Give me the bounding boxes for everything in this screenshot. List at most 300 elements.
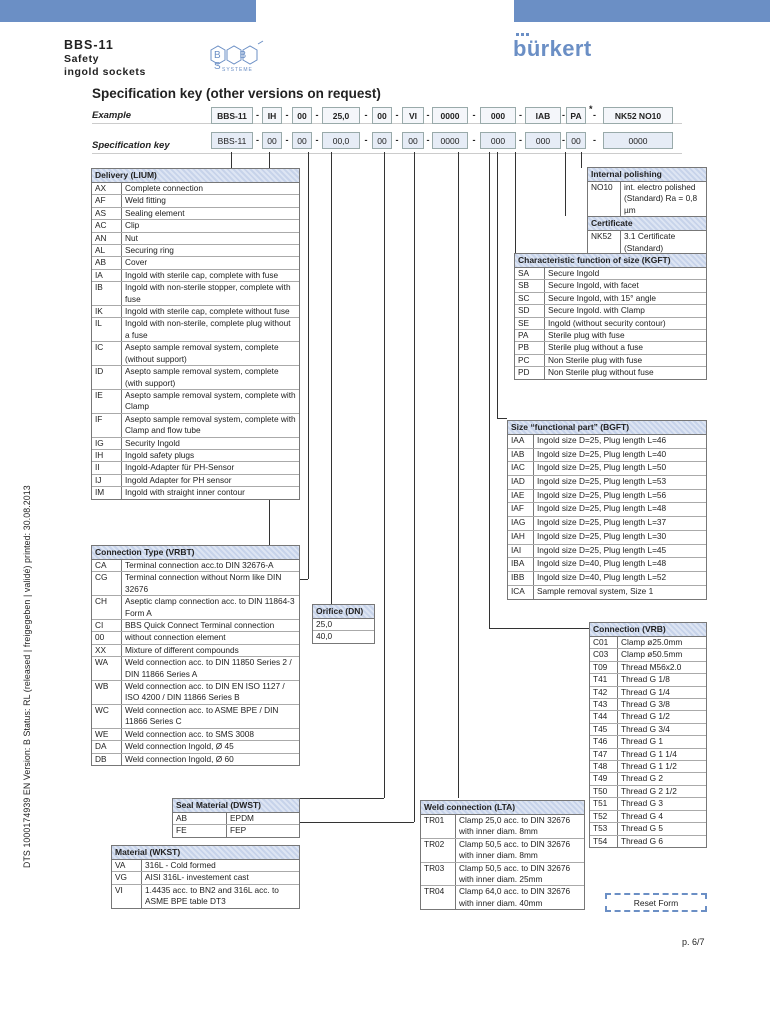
table-row (588, 231, 706, 254)
speckey-segment[interactable]: 00 (372, 132, 392, 149)
speckey-segment[interactable]: 00,0 (322, 132, 360, 149)
row-description: Weld connection acc. to SMS 3008 (125, 728, 254, 739)
table-row (508, 531, 706, 545)
row-code: AB (173, 813, 227, 824)
table-row (92, 220, 299, 232)
row-code: IL (92, 318, 122, 341)
row-code: T47 (590, 749, 618, 760)
row-code: WC (92, 705, 122, 728)
row-code: IAH (508, 531, 534, 544)
row-description: Thread G 3 (621, 798, 663, 809)
product-title: BBS-11 (64, 38, 114, 52)
table-row (92, 645, 299, 657)
row-code: IAE (508, 490, 534, 503)
row-code: T52 (590, 811, 618, 822)
row-code: PB (515, 342, 545, 353)
row-code: AL (92, 245, 122, 256)
row-description: Asepto sample removal system, complete (without support) (125, 342, 279, 364)
row-code: WA (92, 657, 122, 680)
row-description: Ingold size D=25, Plug length L=30 (537, 530, 667, 541)
row-description: Clamp 64,0 acc. to DIN 32676 with inner diam. 40mm (459, 886, 571, 908)
row-description: Sample removal system, Size 1 (537, 585, 654, 596)
speckey-segment[interactable]: 00 (292, 132, 312, 149)
row-description: Ingold size D=40, Plug length L=48 (537, 558, 667, 569)
row-code: VA (112, 860, 142, 871)
row-code: C03 (590, 649, 618, 660)
row-description: Ingold with sterile cap, complete without fuse (125, 306, 290, 317)
table-row (508, 545, 706, 559)
connector-line (300, 798, 384, 799)
row-description: Clamp ø25.0mm (621, 637, 683, 647)
row-description: Asepto sample removal system, complete with Clamp and flow tube (125, 413, 296, 436)
row-description: Ingold size D=25, Plug length L=56 (537, 489, 667, 500)
table-row (590, 637, 706, 649)
table-row (92, 681, 299, 705)
row-code: VG (112, 872, 142, 883)
row-code: IM (92, 487, 122, 498)
row-code: T46 (590, 736, 618, 747)
row-code: IG (92, 438, 122, 449)
bbs-systeme-logo (205, 38, 267, 78)
row-description: Weld connection acc. to DIN EN ISO 1127 / ISO 4200 / DIN 11866 Series B (125, 681, 285, 703)
table-row (92, 342, 299, 366)
table-row (508, 476, 706, 490)
table-row (590, 724, 706, 736)
table-row (92, 257, 299, 269)
page-heading: Specification key (other versions on request) (92, 86, 381, 101)
row-description: Thread G 3/4 (621, 723, 670, 734)
connector-line (581, 152, 582, 168)
table-row (508, 462, 706, 476)
connection-vrb-title: Connection (VRB) (590, 623, 706, 637)
row-code: T42 (590, 687, 618, 698)
row-description: Complete connection (125, 183, 203, 193)
table-row (515, 293, 706, 305)
key-separator: - (315, 110, 319, 120)
table-row (590, 736, 706, 748)
row-code: DA (92, 741, 122, 752)
table-row (421, 839, 584, 863)
example-segment: IH (262, 107, 282, 124)
row-code: AX (92, 183, 122, 194)
table-row (92, 560, 299, 572)
speckey-segment[interactable]: 000 (525, 132, 561, 149)
key-separator: - (315, 135, 319, 145)
row-description: Clamp 50,5 acc. to DIN 32676 with inner diam. 8mm (459, 838, 571, 861)
row-code: AC (92, 220, 122, 231)
row-code: SC (515, 293, 545, 304)
table-row (92, 741, 299, 753)
table-row (515, 305, 706, 317)
product-subtitle: Safety (64, 53, 100, 65)
row-code: CH (92, 596, 122, 619)
table-row (588, 182, 706, 216)
key-separator: - (593, 135, 596, 145)
key-separator: - (364, 110, 368, 120)
burkert-logo: bürkert (513, 36, 592, 61)
row-description: EPDM (230, 813, 254, 823)
table-row (92, 282, 299, 306)
row-description: Sterile plug without a fuse (548, 342, 644, 353)
row-code: AN (92, 233, 122, 244)
row-code: T45 (590, 724, 618, 735)
row-description: Ingold safety plugs (125, 449, 195, 460)
row-code: C01 (590, 637, 618, 648)
row-description: Weld connection acc. to ASME BPE / DIN 11866 Series C (125, 704, 279, 727)
key-separator: - (519, 135, 522, 145)
product-subtitle-2: ingold sockets (64, 66, 146, 78)
row-description: Ingold-Adapter für PH-Sensor (125, 462, 235, 473)
table-row (508, 435, 706, 449)
row-description: Thread G 1/4 (621, 686, 670, 697)
row-code: ICA (508, 586, 534, 600)
row-description: Ingold size D=25, Plug length L=46 (537, 435, 667, 445)
row-code: NO10 (588, 182, 621, 216)
row-description: Ingold with non-sterile, complete plug without a fuse (125, 318, 291, 340)
row-code: AB (92, 257, 122, 268)
table-row (92, 233, 299, 245)
key-separator: - (256, 110, 259, 120)
orifice-title: Orifice (DN) (313, 605, 374, 619)
row-code: FE (173, 825, 227, 836)
row-code: AF (92, 195, 122, 206)
table-row (508, 558, 706, 572)
row-description: Clamp ø50.5mm (621, 649, 683, 660)
table-row (92, 462, 299, 474)
table-row (92, 438, 299, 450)
table-row (508, 517, 706, 531)
table-row (92, 632, 299, 644)
row-code: IC (92, 342, 122, 365)
row-description: Secure Ingold (548, 268, 600, 278)
row-description: Sealing element (125, 207, 185, 218)
header-band-left (0, 0, 256, 22)
kgft-table (514, 253, 707, 380)
table-row (421, 863, 584, 887)
example-segment: IAB (525, 107, 561, 124)
row-description: Thread G 6 (621, 835, 663, 846)
row-description: Weld connection acc. to DIN 11850 Series 2 / DIN 11866 Series A (125, 657, 292, 679)
table-row (590, 811, 706, 823)
connector-line (299, 579, 308, 580)
table-row (515, 330, 706, 342)
connector-line (458, 152, 459, 798)
table-row (92, 487, 299, 498)
row-description: Ingold size D=25, Plug length L=40 (537, 448, 667, 459)
row-description: Thread G 5 (621, 823, 663, 834)
row-description: Ingold size D=25, Plug length L=53 (537, 476, 667, 487)
table-row (515, 318, 706, 330)
material-table (111, 845, 300, 909)
row-description: Securing ring (125, 245, 174, 256)
example-star: * (589, 104, 593, 114)
row-description: Ingold size D=40, Plug length L=52 (537, 571, 667, 582)
table-row (92, 450, 299, 462)
table-row (92, 475, 299, 487)
table-row (92, 306, 299, 318)
row-description: Ingold size D=25, Plug length L=45 (537, 544, 667, 555)
connector-line (565, 152, 566, 216)
table-row (92, 657, 299, 681)
row-description: Terminal connection without Norm like DIN 32676 (125, 572, 282, 594)
row-description: Ingold with straight inner contour (125, 487, 245, 498)
table-row (92, 208, 299, 220)
row-code: IAB (508, 449, 534, 462)
bgft-table (507, 420, 707, 600)
table-row (590, 823, 706, 835)
table-row (508, 490, 706, 504)
row-code: IAD (508, 476, 534, 489)
row-code: ID (92, 366, 122, 389)
row-code: CG (92, 572, 122, 595)
row-description: Ingold size D=25, Plug length L=50 (537, 462, 667, 473)
delivery-title: Delivery (LIUM) (92, 169, 299, 183)
row-code: T50 (590, 786, 618, 797)
row-description: Thread G 1 1/2 (621, 761, 677, 772)
table-row (92, 245, 299, 257)
row-code: T44 (590, 711, 618, 722)
row-description: Asepto sample removal system, complete with Clamp (125, 389, 296, 412)
key-separator: - (285, 135, 289, 145)
row-code: T41 (590, 674, 618, 685)
row-description: Asepto sample removal system, complete (with support) (125, 366, 279, 388)
row-code: CA (92, 560, 122, 571)
row-description: Ingold size D=25, Plug length L=48 (537, 503, 667, 514)
speckey-segment[interactable]: 0000 (603, 132, 673, 149)
table-row (92, 596, 299, 620)
row-description: Thread G 1 1/4 (621, 748, 677, 759)
row-description: int. electro polished (Standard) Ra = 0,8 µm (624, 182, 698, 215)
row-description: Security Ingold (125, 437, 180, 448)
table-row (590, 761, 706, 773)
table-row (590, 749, 706, 761)
speckey-segment[interactable]: 000 (480, 132, 516, 149)
row-description: Nut (125, 232, 138, 243)
connector-line (300, 822, 414, 823)
row-code: 00 (92, 632, 122, 643)
key-separator: - (472, 135, 476, 145)
table-row (92, 414, 299, 438)
table-row (590, 798, 706, 810)
row-code: SA (515, 268, 545, 279)
row-description: Weld connection Ingold, Ø 45 (125, 741, 234, 752)
key-separator: - (256, 135, 259, 145)
row-description: Ingold (without security contour) (548, 317, 666, 328)
row-code: DB (92, 754, 122, 765)
speckey-segment[interactable]: BBS-11 (211, 132, 253, 149)
row-description: Weld connection Ingold, Ø 60 (125, 753, 234, 764)
row-code: PD (515, 367, 545, 378)
row-description: Ingold Adapter for PH sensor (125, 474, 232, 485)
row-code: IE (92, 390, 122, 413)
row-description: Secure Ingold, with facet (548, 280, 639, 291)
row-description: AISI 316L- investement cast (145, 872, 249, 883)
table-row (515, 342, 706, 354)
example-segment: PA (566, 107, 586, 124)
row-description: Clip (125, 220, 140, 231)
table-row (92, 572, 299, 596)
row-description: BBS Quick Connect Terminal connection (125, 620, 275, 631)
row-description: Ingold size D=25, Plug length L=37 (537, 517, 667, 528)
row-description: Thread G 1/2 (621, 711, 670, 722)
row-code: SD (515, 305, 545, 316)
weld-connection-title: Weld connection (LTA) (421, 801, 584, 815)
connector-line (497, 152, 498, 418)
row-description: Thread G 1/8 (621, 674, 670, 685)
table-row (508, 449, 706, 463)
table-row (590, 836, 706, 847)
row-code: VI (112, 885, 142, 908)
seal-material-title: Seal Material (DWST) (173, 799, 299, 813)
orifice-table (312, 604, 375, 644)
table-row (92, 390, 299, 414)
row-code: T49 (590, 773, 618, 784)
table-row (92, 366, 299, 390)
example-segment: 25,0 (322, 107, 360, 124)
table-row (515, 280, 706, 292)
example-segment: 0000 (432, 107, 468, 124)
row-description: Thread G 2 (621, 773, 663, 784)
row-code: T53 (590, 823, 618, 834)
seal-material-table (172, 798, 300, 838)
row-description: Ingold with non-sterile stopper, complete with fuse (125, 282, 291, 304)
page-number: p. 6/7 (682, 937, 705, 947)
row-code: TR04 (421, 886, 456, 909)
weld-connection-table (420, 800, 585, 910)
table-row (173, 825, 299, 836)
row-code: IK (92, 306, 122, 317)
row-description: Thread G 1 (621, 736, 663, 747)
row-code: IAC (508, 462, 534, 475)
row-description: Terminal connection acc.to DIN 32676-A (125, 560, 274, 570)
row-code: AS (92, 208, 122, 219)
table-row (590, 711, 706, 723)
row-description: Cover (125, 257, 148, 268)
table-row (92, 183, 299, 195)
speckey-segment[interactable]: 00 (402, 132, 424, 149)
row-description: Clamp 25,0 acc. to DIN 32676 with inner diam. 8mm (459, 815, 571, 837)
internal-polishing-table (587, 167, 707, 255)
row-description: Sterile plug with fuse (548, 330, 625, 341)
row-code: NK52 (588, 231, 621, 254)
row-code: T43 (590, 699, 618, 710)
table-row (590, 674, 706, 686)
connector-line (489, 628, 590, 629)
row-code: T48 (590, 761, 618, 772)
table-row (508, 586, 706, 600)
row-description: Mixture of different compounds (125, 644, 239, 655)
row-code: PA (515, 330, 545, 341)
row-code: IJ (92, 475, 122, 486)
row-description: FEP (230, 825, 247, 836)
internal-polishing-title: Internal polishing (588, 168, 706, 182)
row-description: Thread M56x2.0 (621, 661, 682, 672)
row-code: II (92, 462, 122, 473)
row-code: WE (92, 729, 122, 740)
row-description: Thread G 3/8 (621, 699, 670, 710)
key-separator: - (562, 135, 565, 145)
table-row (92, 195, 299, 207)
table-row (112, 885, 299, 908)
example-label: Example (92, 110, 132, 121)
table-row (92, 729, 299, 741)
row-code: IBA (508, 558, 534, 571)
table-row (92, 318, 299, 342)
speckey-segment[interactable]: 0000 (432, 132, 468, 149)
table-row (515, 367, 706, 378)
row-code: PC (515, 355, 545, 366)
table-row (590, 773, 706, 785)
row-description: 316L - Cold formed (145, 860, 216, 870)
speckey-label: Specification key (92, 140, 170, 151)
bbs-logo-letters: B B S (214, 50, 255, 72)
key-separator: - (395, 110, 399, 120)
row-description: without connection element (125, 632, 226, 643)
table-row (112, 872, 299, 884)
example-segment: BBS-11 (211, 107, 253, 124)
reset-form-button[interactable]: Reset Form (605, 893, 707, 912)
table-row (112, 860, 299, 872)
connection-type-title: Connection Type (VRBT) (92, 546, 299, 560)
connector-line (331, 152, 332, 604)
connector-line (308, 152, 309, 579)
example-segment: NK52 NO10 (603, 107, 673, 124)
row-code: XX (92, 645, 122, 656)
row-code: IH (92, 450, 122, 461)
example-segment: 00 (292, 107, 312, 124)
key-separator: - (562, 110, 565, 120)
table-row (515, 268, 706, 280)
row-description: Secure Ingold, with 15° angle (548, 292, 657, 303)
connector-line (497, 418, 507, 419)
connector-line (414, 152, 415, 822)
speckey-segment[interactable]: 00 (566, 132, 586, 149)
material-title: Material (WKST) (112, 846, 299, 860)
table-row (421, 886, 584, 909)
row-description: Thread G 4 (621, 810, 663, 821)
table-row (515, 355, 706, 367)
row-description: 1.4435 acc. to BN2 and 316L acc. to ASME BPE table DT3 (145, 884, 279, 907)
row-description: Ingold with sterile cap, complete with fuse (125, 269, 279, 280)
row-code: TR03 (421, 863, 456, 886)
table-row (421, 815, 584, 839)
table-row (173, 813, 299, 825)
speckey-segment[interactable]: 00 (262, 132, 282, 149)
row-code: IAG (508, 517, 534, 530)
row-code: SE (515, 318, 545, 329)
table-row (92, 754, 299, 765)
row-code: IAA (508, 435, 534, 448)
connection-type-table (91, 545, 300, 766)
connector-line (489, 152, 490, 628)
row-description: Weld fitting (125, 195, 166, 206)
table-row (590, 649, 706, 661)
row-description: Aseptic clamp connection acc. to DIN 11864-3 Form A (125, 596, 295, 618)
table-row (508, 503, 706, 517)
table-row (92, 705, 299, 729)
row-description: 3.1 Certificate (Standard) (624, 231, 676, 253)
key-separator: - (364, 135, 368, 145)
connection-vrb-table (589, 622, 707, 848)
row-code: IBB (508, 572, 534, 585)
row-code: WB (92, 681, 122, 704)
row-code: IAF (508, 503, 534, 516)
row-code: T51 (590, 798, 618, 809)
table-row (590, 786, 706, 798)
row-code: TR02 (421, 839, 456, 862)
table-row: 25,0 (313, 619, 374, 631)
bbs-logo-sub: SYSTEME (222, 67, 253, 73)
